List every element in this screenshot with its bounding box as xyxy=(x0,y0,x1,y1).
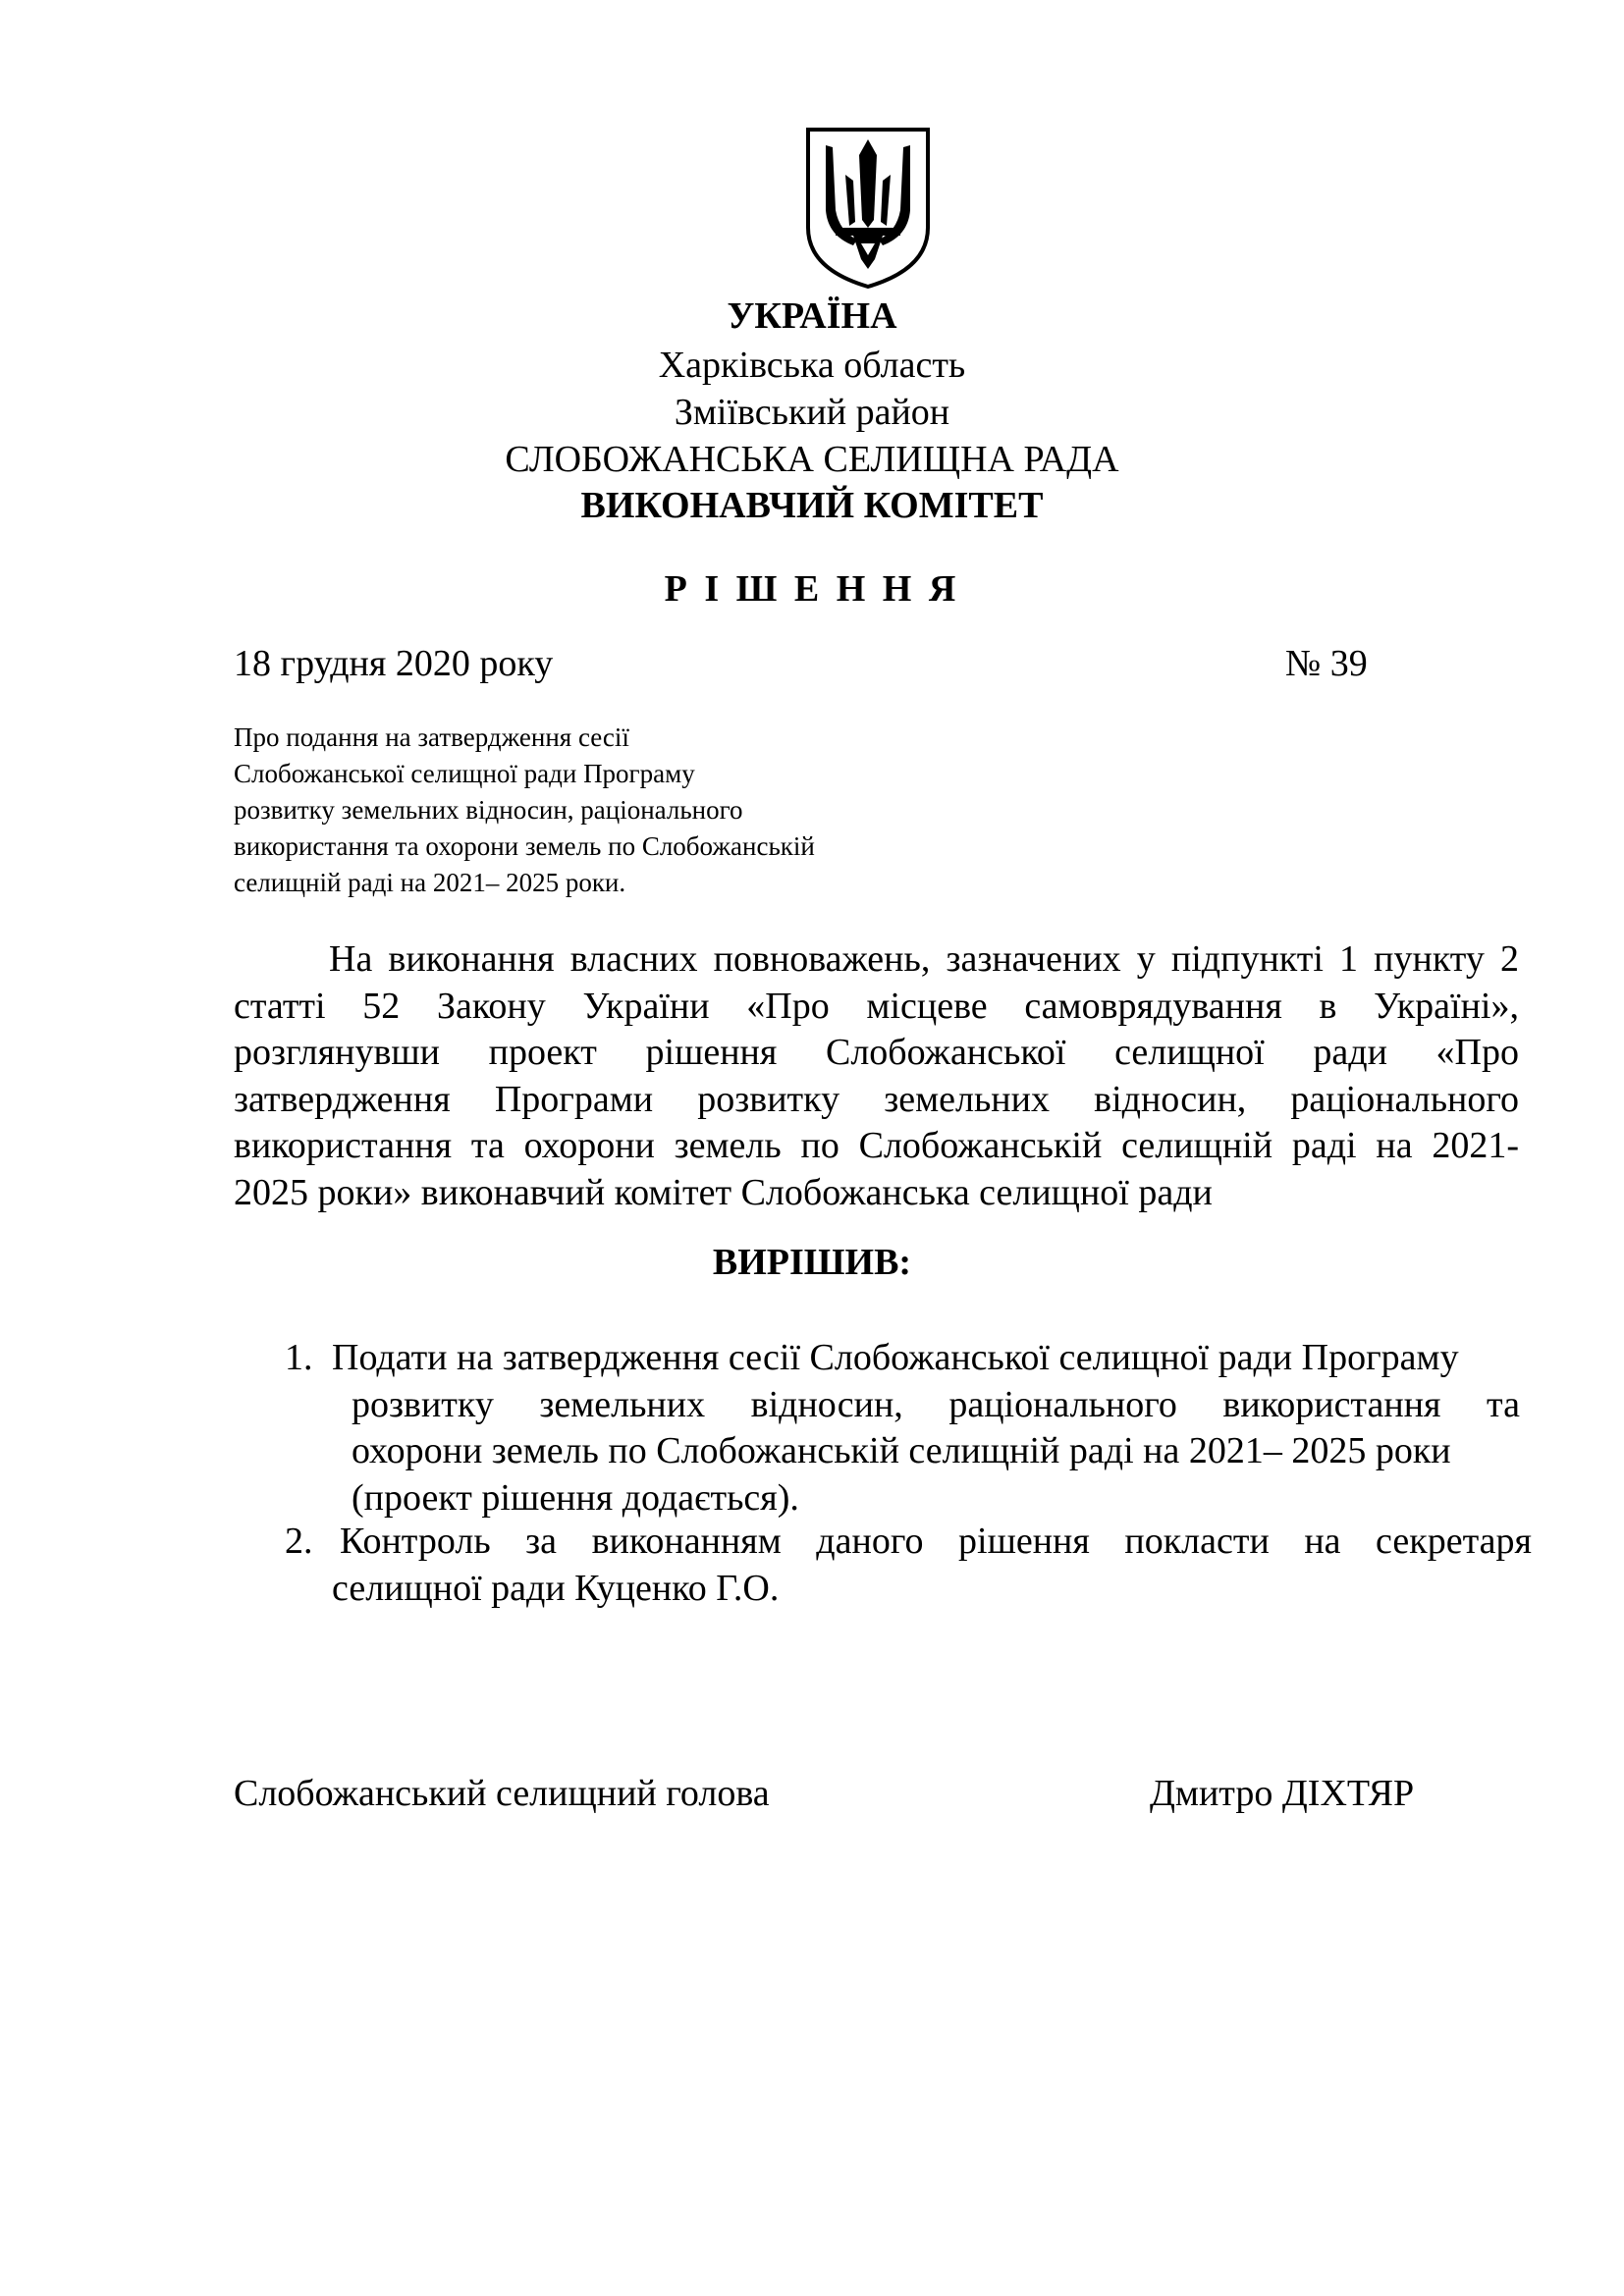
list-item-line: охорони земель по Слобожанській селищній раді на 2021– 2025 роки xyxy=(352,1430,1451,1471)
committee-name: ВИКОНАВЧИЙ КОМІТЕТ xyxy=(580,485,1044,526)
decision-number: № 39 xyxy=(1285,643,1368,684)
list-item-1 xyxy=(332,1335,1520,1522)
list-marker-1: 1. xyxy=(285,1337,313,1378)
subject-line: селищній раді на 2021– 2025 роки. xyxy=(234,868,626,897)
list-item-line: (проект рішення додається). xyxy=(352,1476,799,1519)
preamble-paragraph xyxy=(234,936,1519,1216)
signatory-position: Слобожанський селищний голова xyxy=(234,1773,770,1814)
preamble-line: 2025 роки» виконавчий комітет Слобожанська селищної ради xyxy=(234,1171,1213,1213)
preamble-line: використання та охорони земель по Слобожанській селищній раді на 2021- xyxy=(234,1125,1519,1166)
trident-coat-of-arms-icon xyxy=(802,126,934,291)
list-item-line: розвитку земельних відносин, раціонального використання та xyxy=(352,1383,1520,1425)
verdict-heading: ВИРІШИВ: xyxy=(712,1242,912,1283)
signatory-name: Дмитро ДІХТЯР xyxy=(1150,1773,1415,1814)
preamble-line: розглянувши проект рішення Слобожанської селищної ради «Про xyxy=(234,1032,1519,1073)
list-item-line: Подати на затвердження сесії Слобожанської селищної ради Програму xyxy=(332,1337,1459,1378)
list-item-2 xyxy=(332,1519,1532,1612)
list-marker-2: 2. xyxy=(285,1521,313,1562)
subject-line: розвитку земельних відносин, раціонального xyxy=(234,795,743,825)
document-type-title: Р І Ш Е Н Н Я xyxy=(664,568,960,610)
list-item-line: селищної ради Куценко Г.О. xyxy=(332,1567,780,1609)
country-name: УКРАЇНА xyxy=(727,295,897,337)
preamble-line: На виконання власних повноважень, зазначених у підпункті 1 пункту 2 xyxy=(329,938,1519,980)
decision-date: 18 грудня 2020 року xyxy=(234,643,554,684)
preamble-line: статті 52 Закону України «Про місцеве самоврядування в Україні», xyxy=(234,985,1519,1027)
trident-emblem-graphic xyxy=(802,126,934,291)
raion-name: Зміївський район xyxy=(674,392,950,433)
subject-line: Про подання на затвердження сесії xyxy=(234,722,629,752)
council-name: СЛОБОЖАНСЬКА СЕЛИЩНА РАДА xyxy=(505,439,1119,480)
subject-line: використання та охорони земель по Слобожанській xyxy=(234,831,815,861)
decision-subject xyxy=(234,720,815,901)
preamble-line: затвердження Програми розвитку земельних відносин, раціонального xyxy=(234,1078,1519,1120)
subject-line: Слобожанської селищної ради Програму xyxy=(234,759,695,788)
oblast-name: Харківська область xyxy=(658,345,966,386)
list-item-line: Контроль за виконанням даного рішення покласти на секретаря xyxy=(340,1521,1532,1562)
